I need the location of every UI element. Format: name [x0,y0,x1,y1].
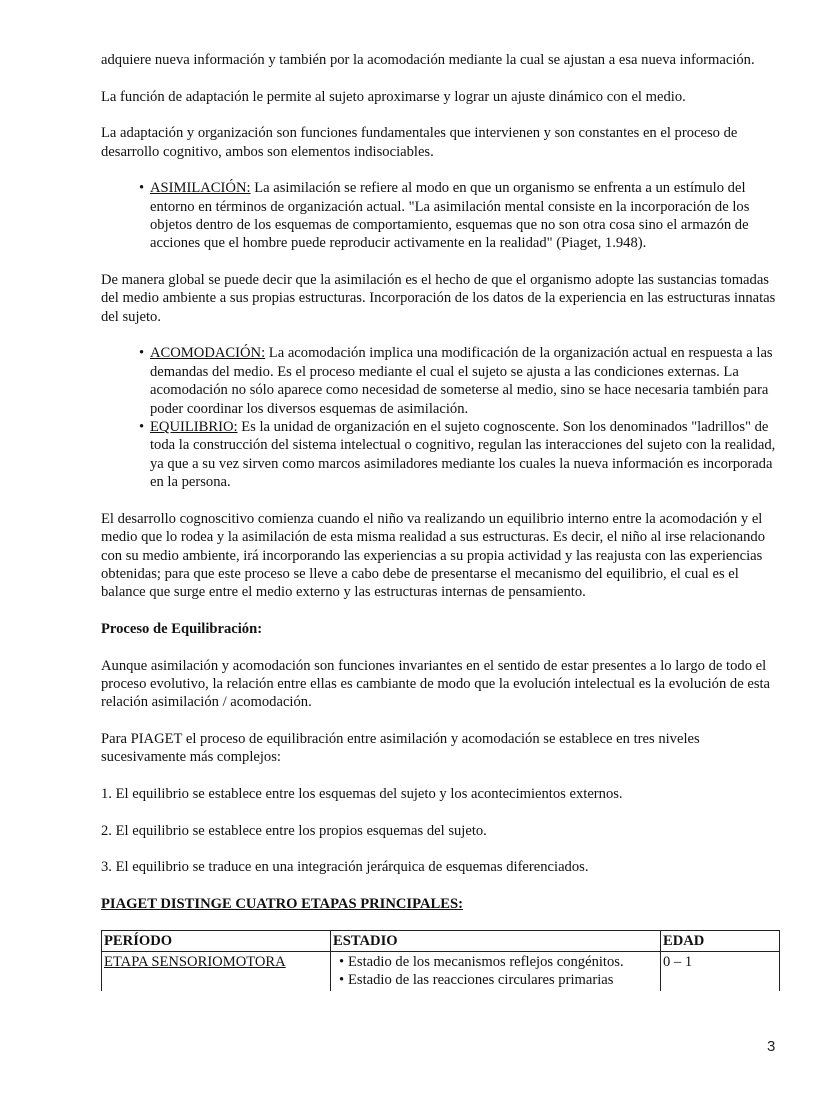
definition-equilibrio [139,418,781,492]
definition-asimilacion [139,179,781,253]
term-label: ACOMODACIÓN: [150,345,266,362]
definition-text: La asimilación se refiere al modo en que un organismo se enfrenta a un estímulo del entorno en términos de organización actual. "La asimilación mental consiste en la incorporación de los objetos dentro de los esquemas de comportamiento, esquemas que no son otra cosa sino el armazón de acciones que el hombre puede reproducir activamente en la realidad" (Piaget, 1.948). [150,180,750,252]
term-label: ASIMILACIÓN: [150,180,251,197]
definition-list [101,179,781,253]
header-edad: EDAD [661,931,780,951]
estadio-list [333,953,658,990]
numbered-item: 3. El equilibrio se traduce en una integración jerárquica de esquemas diferenciados. [101,859,589,876]
definition-list [101,344,781,491]
estadio-item [339,953,658,971]
cell-periodo [102,951,331,991]
numbered-item: 2. El equilibrio se establece entre los propios esquemas del sujeto. [101,822,487,839]
header-periodo: PERÍODO [102,931,331,951]
table-header-row [102,931,780,951]
cell-estadio [331,951,661,991]
term-label: EQUILIBRIO: [150,419,238,436]
paragraph: Para PIAGET el proceso de equilibración entre asimilación y acomodación se establece en tres niveles sucesivamente más complejos: [101,731,700,766]
stages-heading: PIAGET DISTINGE CUATRO ETAPAS PRINCIPALES: [101,895,463,912]
definition-text: Es la unidad de organización en el sujeto cognoscente. Son los denominados "ladrillos" de toda la construcción del sistema intelectual o cognitivo, regulan las interacciones del sujeto con la realidad, ya que a su vez sirven como marcos asimiladores mediante los cuales la nueva información es incorporada en la persona. [150,419,776,491]
paragraph: La función de adaptación le permite al sujeto aproximarse y lograr un ajuste dinámico con el medio. [101,88,686,105]
bullet-icon: • [339,953,345,970]
bullet-icon: • [339,972,345,989]
estadio-text: Estadio de las reacciones circulares primarias [348,972,614,989]
bullet-icon: • [139,419,145,436]
stages-table [101,930,780,990]
paragraph: El desarrollo cognoscitivo comienza cuando el niño va realizando un equilibrio interno entre la acomodación y el medio que lo rodea y la asimilación de esta misma realidad a sus estructuras. Es decir, el niño al irse relacionando con su medio ambiente, irá incorporando las experiencias a su propia actividad y las reajusta con las experiencias obtenidas; para que este proceso se lleve a cabo debe de presentarse el mecanismo del equilibrio, el cual es el balance que surge entre el medio externo y las estructuras internas de pensamiento. [101,510,766,601]
numbered-item: 1. El equilibrio se establece entre los esquemas del sujeto y los acontecimientos externos. [101,786,623,803]
estadio-item [339,971,658,989]
definition-acomodacion [139,344,781,418]
paragraph: La adaptación y organización son funciones fundamentales que intervienen y son constantes en el proceso de desarrollo cognitivo, ambos son elementos indisociables. [101,125,738,160]
definition-text: La acomodación implica una modificación de la organización actual en respuesta a las demandas del medio. Es el proceso mediante el cual el sujeto se ajusta a las condiciones externas. La acomodación no sólo aparece como necesidad de someterse al medio, sino se hace necesaria también para poder coordinar los diversos esquemas de asimilación. [150,345,773,417]
section-heading: Proceso de Equilibración: [101,621,263,638]
document-page [101,51,781,991]
estadio-text: Estadio de los mecanismos reflejos congénitos. [348,953,624,970]
bullet-icon: • [139,345,145,362]
paragraph: De manera global se puede decir que la asimilación es el hecho de que el organismo adopte las sustancias tomadas del medio ambiente a sus propias estructuras. Incorporación de los datos de la experiencia en las estructuras innatas del sujeto. [101,272,776,325]
paragraph: adquiere nueva información y también por la acomodación mediante la cual se ajustan a esa nueva información. [101,52,755,68]
page-number: 3 [767,1038,776,1055]
table-row [102,951,780,991]
paragraph: Aunque asimilación y acomodación son funciones invariantes en el sentido de estar presentes a lo largo de todo el proceso evolutivo, la relación entre ellas es cambiante de modo que la evolución intelectual es la evolución de esta relación asimilación / acomodación. [101,657,771,711]
header-estadio: ESTADIO [331,931,661,951]
bullet-icon: • [139,180,145,197]
cell-edad: 0 – 1 [661,951,780,991]
periodo-label: ETAPA SENSORIOMOTORA [104,953,286,970]
